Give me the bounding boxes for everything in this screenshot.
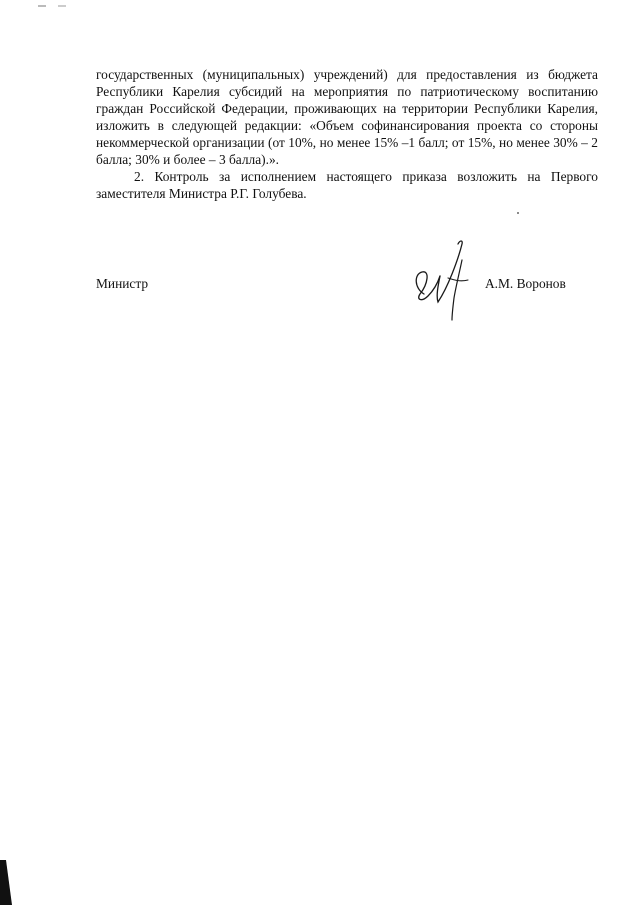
scan-edge-shadow <box>0 860 14 905</box>
paragraph-continuation: государственных (муниципальных) учреждений) для предоставления из бюджета Республики Карелия субсидий на мероприятия по патриотическому воспитанию граждан Российской Федерации, проживающих на территории Республики Карелия, изложить в следующей редакции: «Объем софинансирования проекта со стороны некоммерческой организации (от 10%, но менее 15% –1 балл; от 15%, но менее 30% – 2 балла; 30% и более – 3 балла).». <box>96 67 598 167</box>
signature-row <box>96 276 598 296</box>
paragraph-control: 2. Контроль за исполнением настоящего приказа возложить на Первого заместителя Министра Р.Г. Голубева. <box>96 169 598 201</box>
signatory-name: А.М. Воронов <box>485 276 566 291</box>
signatory-title: Министр <box>96 276 149 291</box>
document-body <box>96 66 598 202</box>
handwritten-signature <box>408 236 482 322</box>
scan-speck <box>517 212 519 214</box>
scan-artifact-mark <box>38 4 68 8</box>
